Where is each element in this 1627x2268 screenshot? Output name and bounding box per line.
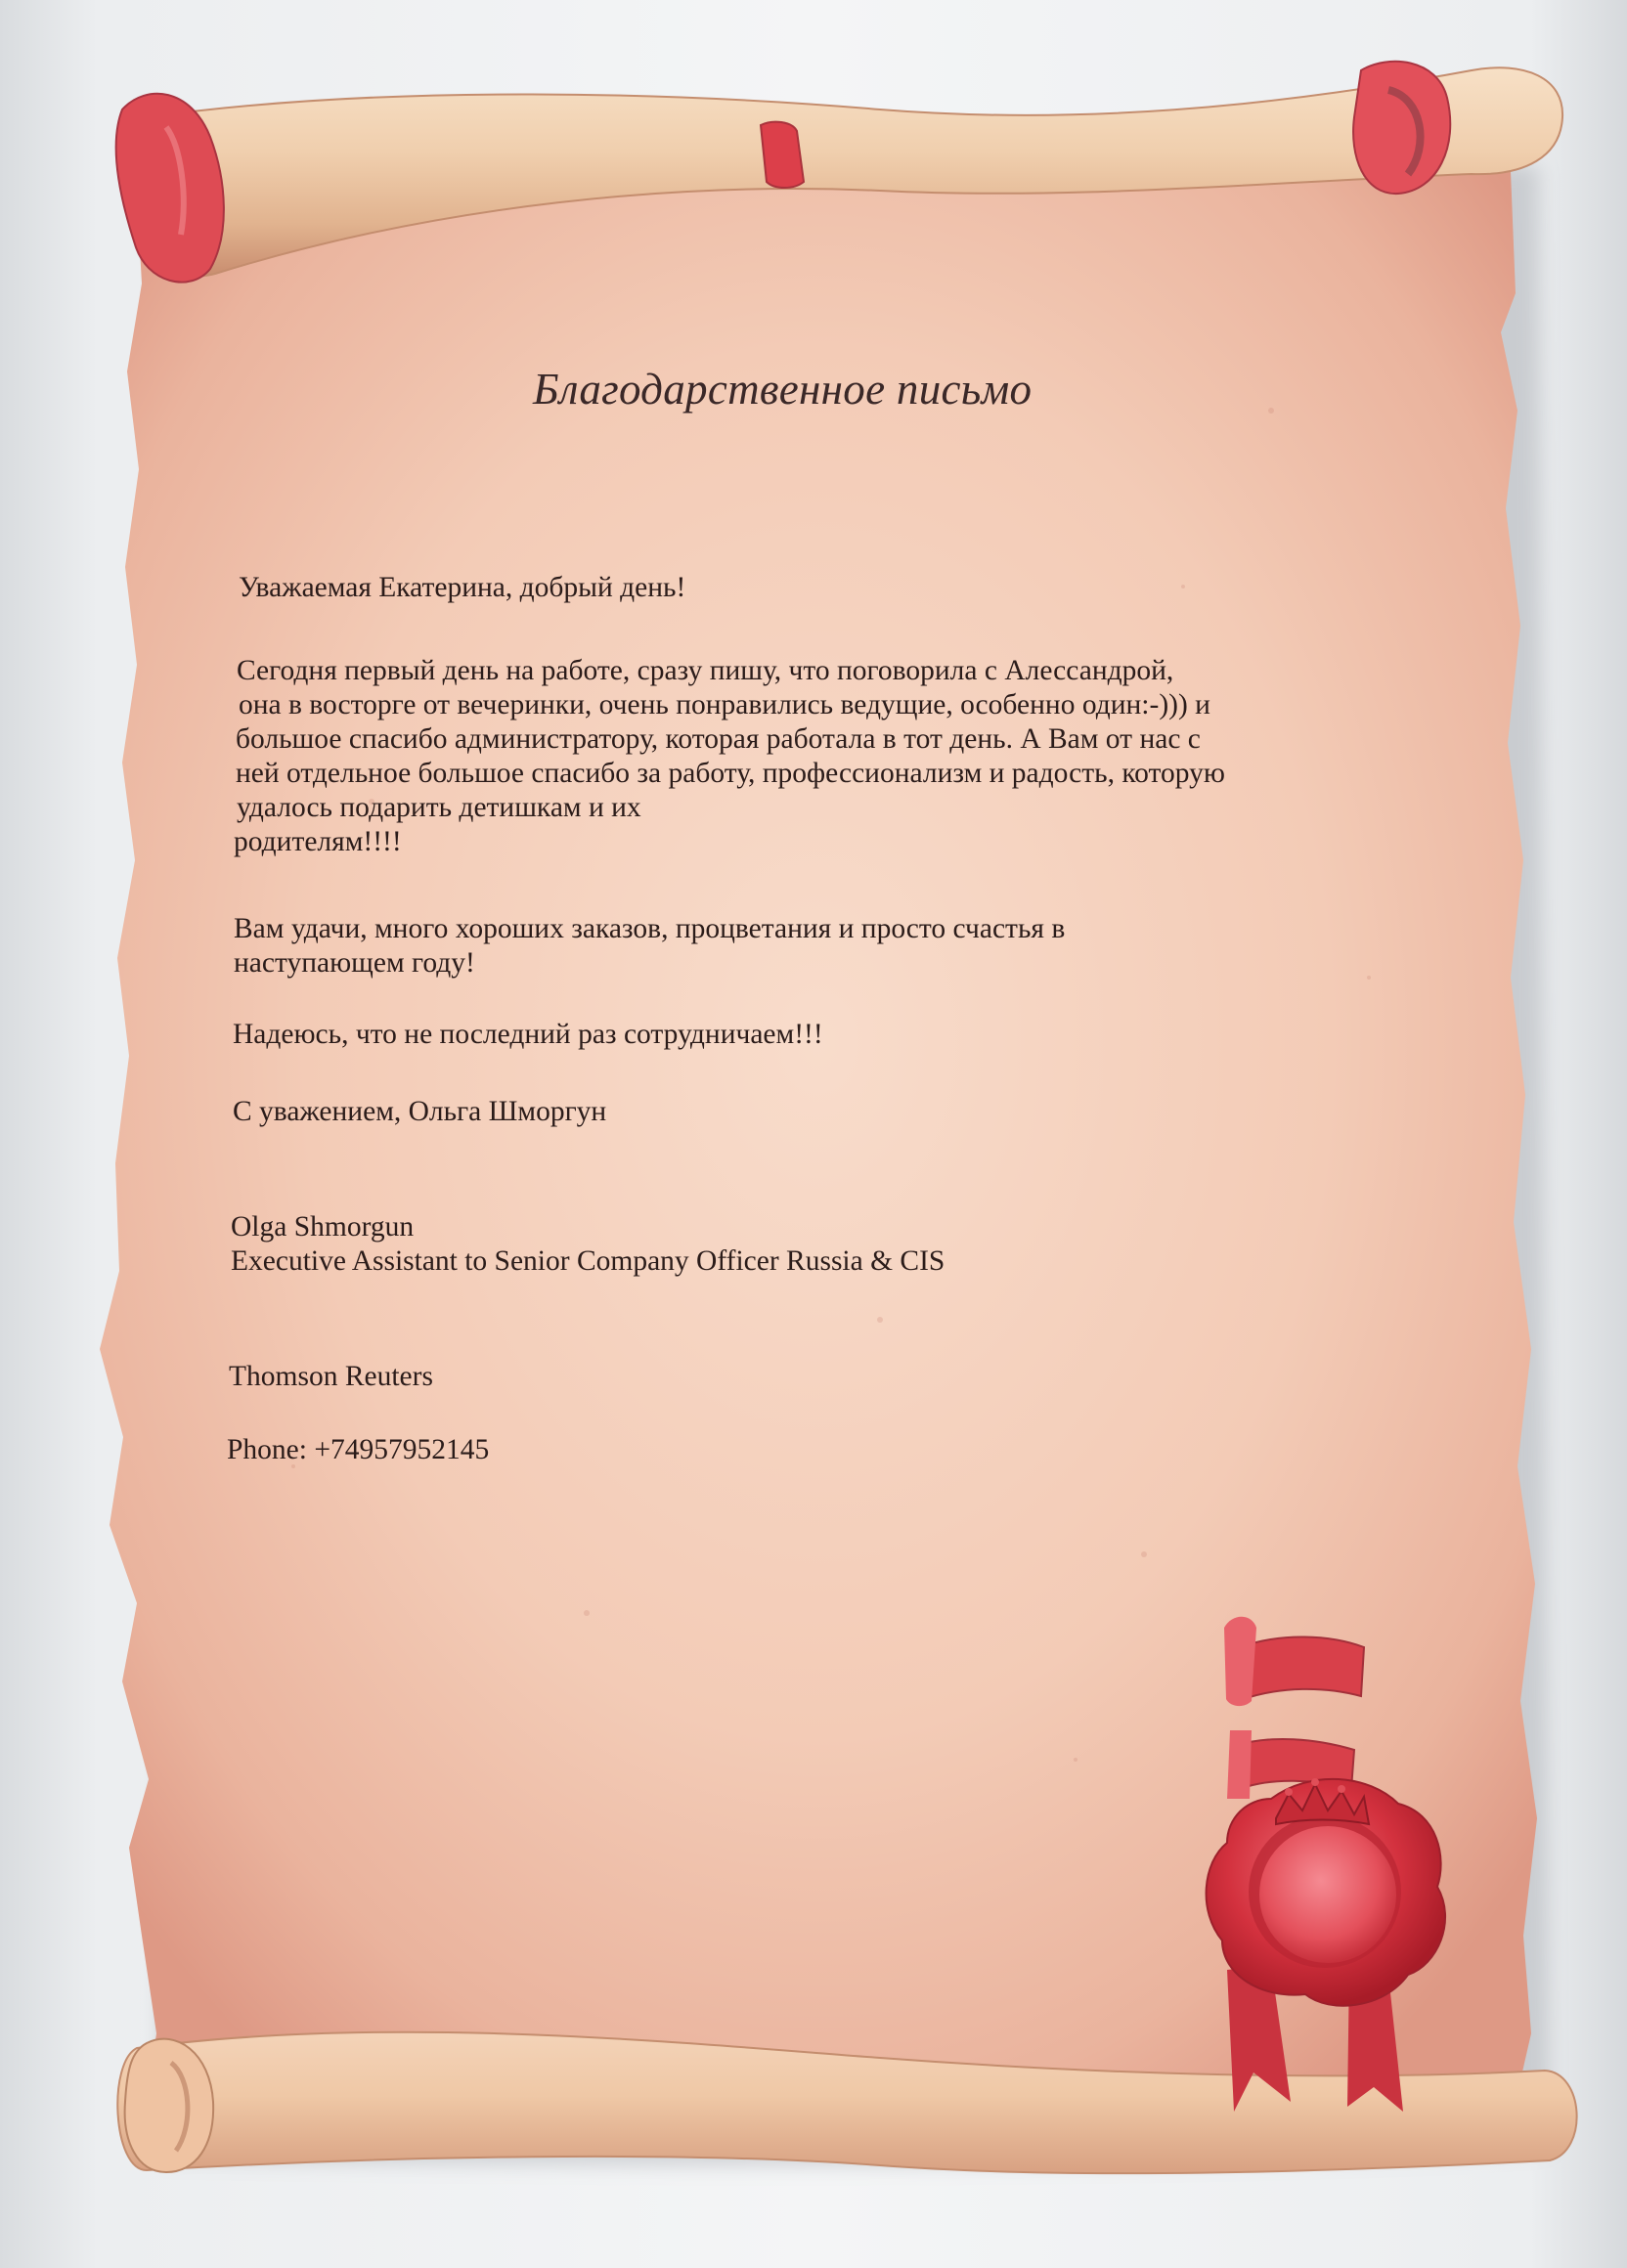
- paragraph-line: родителям!!!!: [234, 826, 402, 857]
- paragraph-line: Вам удачи, много хороших заказов, процветания и просто счастья в: [234, 913, 1066, 944]
- paragraph-thanks: [234, 654, 1225, 859]
- paragraph-wishes: [234, 912, 1065, 981]
- closing-line: С уважением, Ольга Шморгун: [233, 1096, 607, 1127]
- signature-block: [231, 1210, 945, 1279]
- wax-seal: [1207, 1778, 1445, 2006]
- paragraph-line: Сегодня первый день на работе, сразу пишу, что поговорила с Алессандрой,: [237, 655, 1174, 686]
- signer-position: Executive Assistant to Senior Company Officer Russia & CIS: [231, 1245, 945, 1277]
- phone-number: Phone: +74957952145: [227, 1434, 490, 1465]
- paragraph-line: она в восторге от вечеринки, очень понравились ведущие, особенно один:-))) и: [239, 689, 1210, 720]
- paragraph-line: большое спасибо администратору, которая работала в тот день. А Вам от нас с: [236, 723, 1201, 755]
- paragraph-line: наступающем году!: [234, 947, 475, 979]
- greeting-line: Уважаемая Екатерина, добрый день!: [239, 572, 686, 603]
- signer-name: Olga Shmorgun: [231, 1211, 415, 1243]
- paragraph-cooperation: Надеюсь, что не последний раз сотрудничаем!!!: [233, 1019, 823, 1050]
- letter-title: Благодарственное письмо: [533, 365, 1033, 414]
- paragraph-line: удалось подарить детишкам и их: [237, 792, 641, 823]
- paragraph-line: ней отдельное большое спасибо за работу, профессионализм и радость, которую: [236, 758, 1225, 789]
- company-name: Thomson Reuters: [229, 1361, 433, 1392]
